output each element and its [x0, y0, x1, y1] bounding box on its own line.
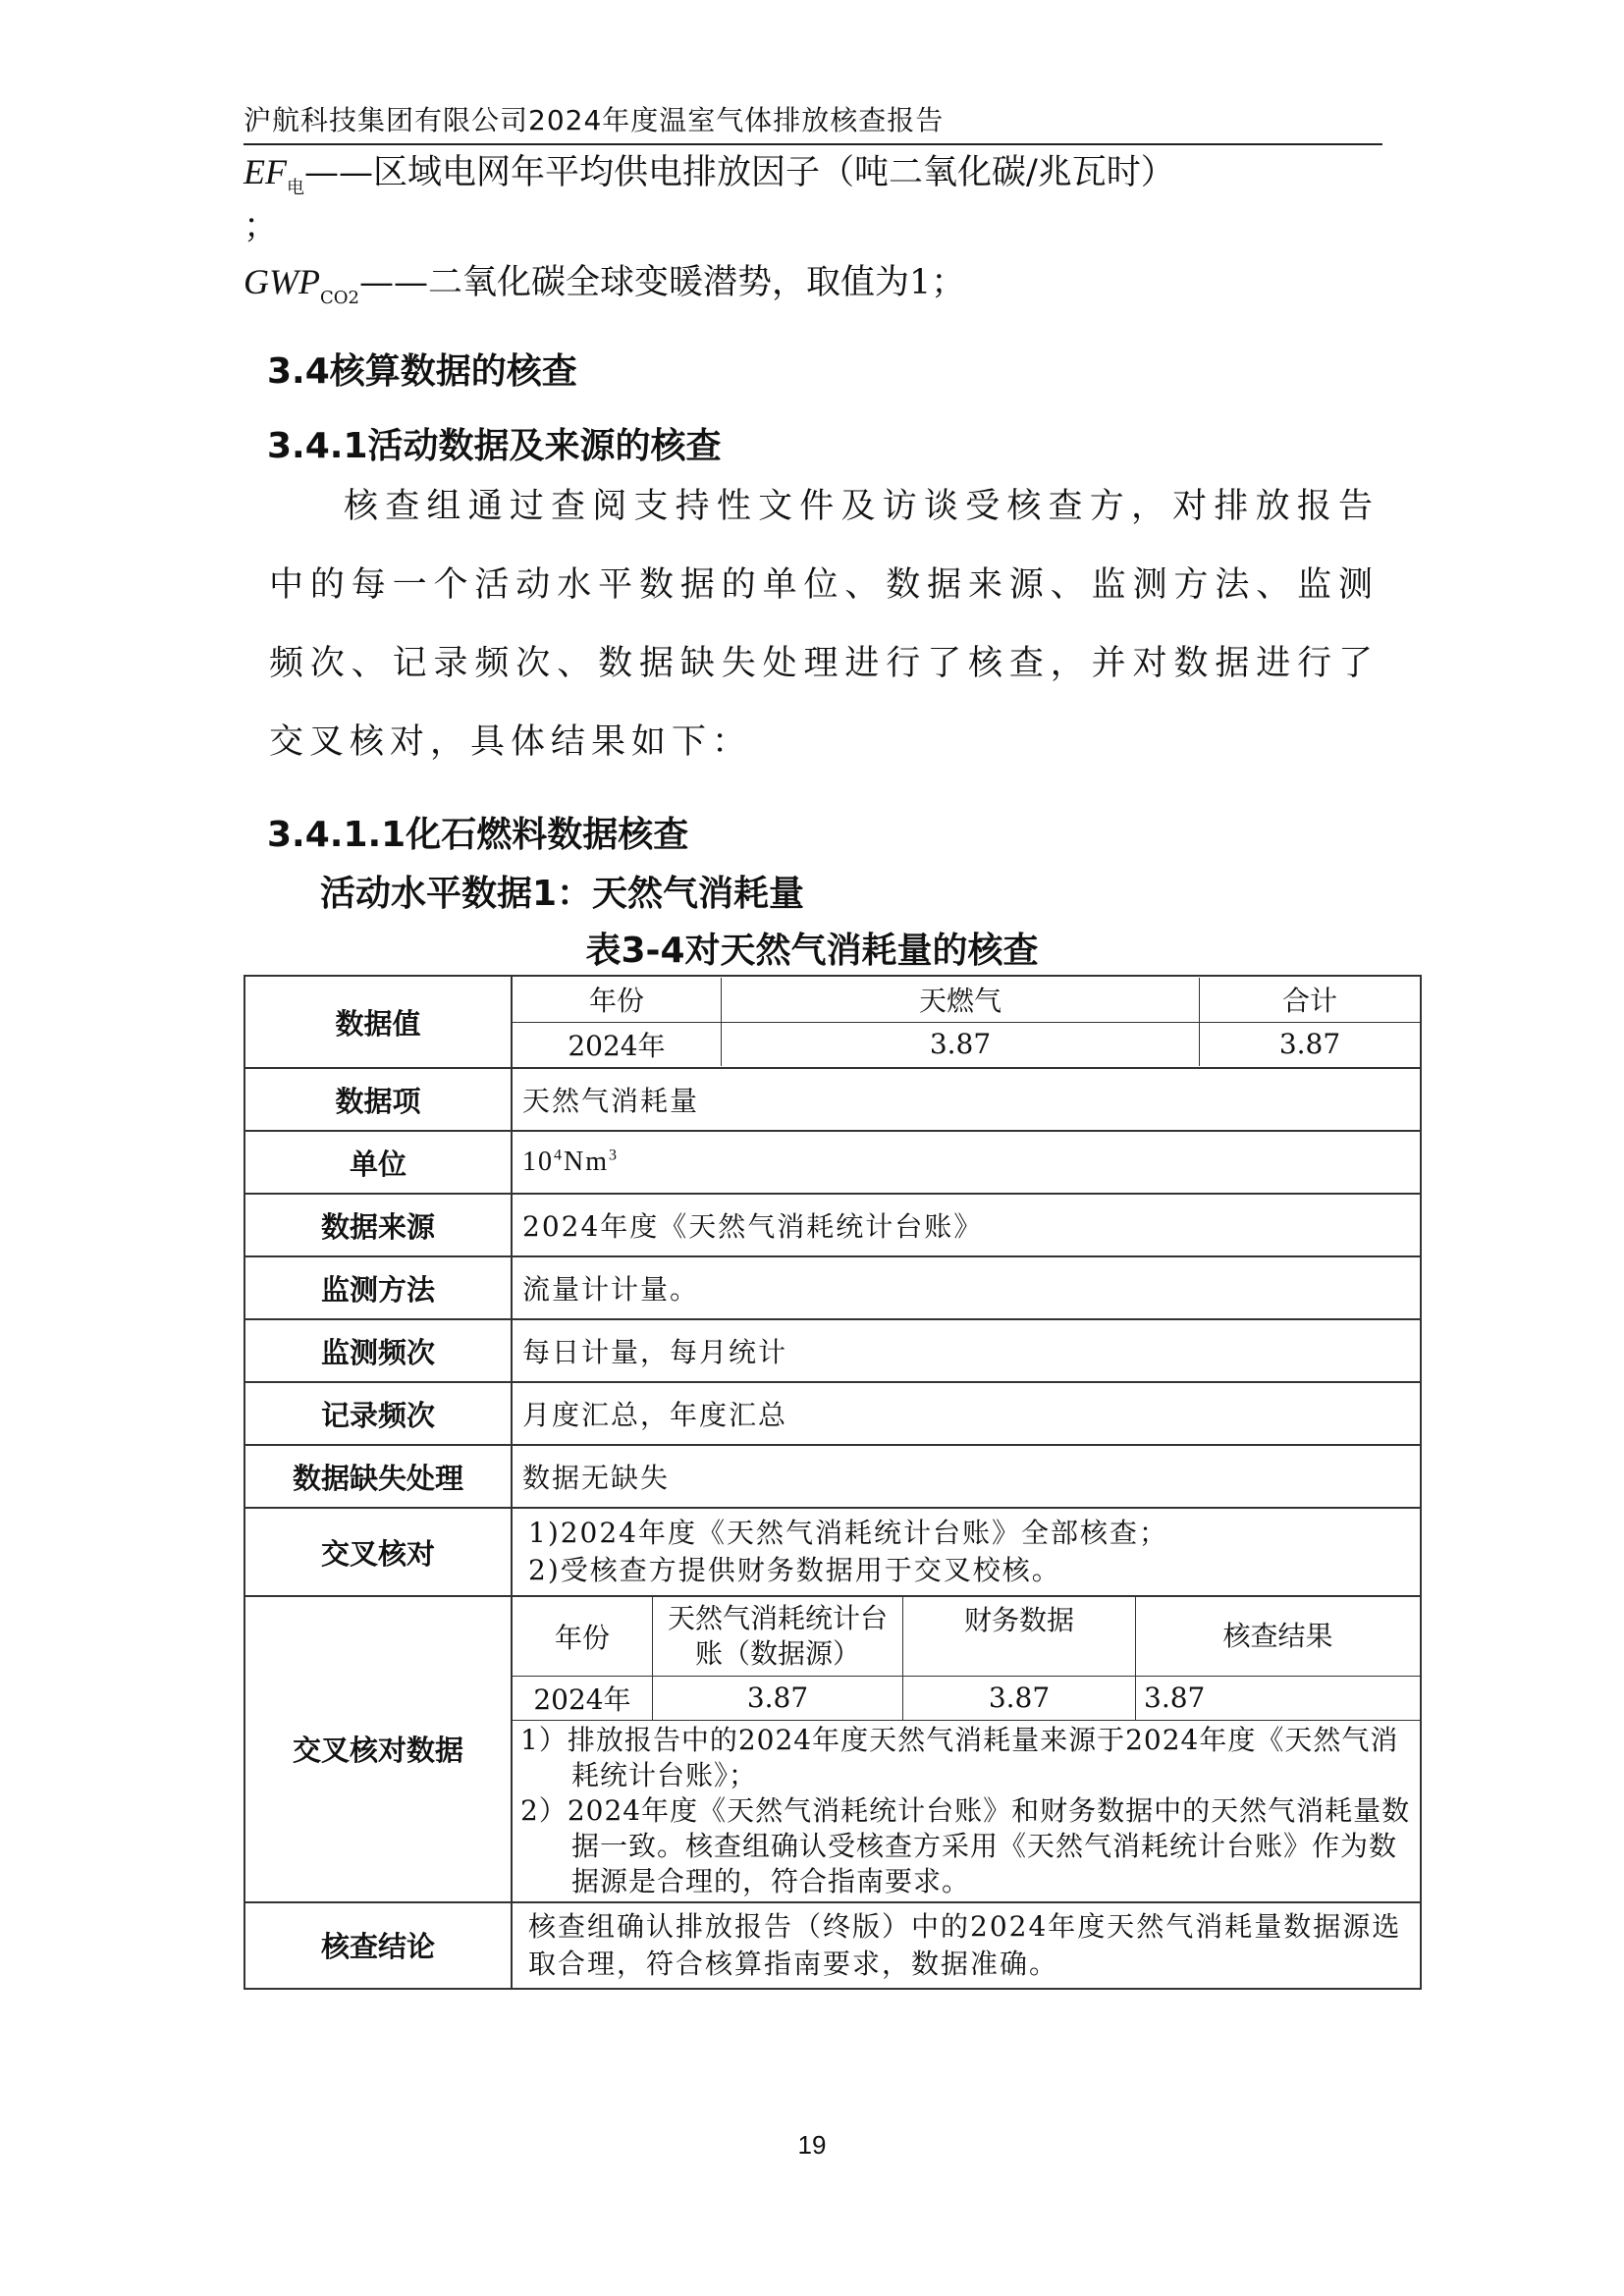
section-heading-3-4-1-1: 3.4.1.1化石燃料数据核查 — [267, 815, 689, 855]
value-data-item: 天然气消耗量 — [512, 1068, 1421, 1131]
value-header-gas: 天燃气 — [722, 978, 1200, 1022]
label-conclusion: 核查结论 — [244, 1902, 512, 1989]
verification-table — [244, 975, 1422, 1990]
cross-year: 2024年 — [513, 1676, 653, 1720]
value-gas: 3.87 — [722, 1022, 1200, 1066]
cross-finance: 3.87 — [903, 1676, 1136, 1720]
value-monitor-method: 流量计计量。 — [512, 1256, 1421, 1319]
cross-header-finance: 财务数据 — [903, 1597, 1136, 1676]
value-record-frequency: 月度汇总，年度汇总 — [512, 1382, 1421, 1445]
section-heading-3-4: 3.4核算数据的核查 — [267, 351, 577, 392]
value-cross-check — [512, 1508, 1421, 1596]
cross-note-2: 2）2024年度《天然气消耗统计台账》和财务数据中的天然气消耗量数据一致。核查组确认受核查方采用《天然气消耗统计台账》作为数据源是合理的，符合指南要求。 — [520, 1793, 1411, 1897]
table-row-record-frequency — [244, 1382, 1421, 1445]
cross-check-subtable — [513, 1597, 1420, 1901]
value-subtable — [513, 978, 1420, 1066]
formula-def-ef-cont: ； — [244, 207, 279, 246]
label-missing-data: 数据缺失处理 — [244, 1445, 512, 1508]
value-year: 2024年 — [513, 1022, 722, 1066]
formula-def-gwp-text: ——二氧化碳全球变暖潜势，取值为1； — [358, 263, 966, 302]
table-caption: 表3-4对天然气消耗量的核查 — [585, 931, 1039, 971]
label-data-value: 数据值 — [244, 976, 512, 1068]
table-row-monitor-method — [244, 1256, 1421, 1319]
value-unit: $10^4Nm^3$ — [512, 1131, 1421, 1194]
label-cross-check-data: 交叉核对数据 — [244, 1596, 512, 1902]
value-missing-data: 数据无缺失 — [512, 1445, 1421, 1508]
table-row-data-source — [244, 1194, 1421, 1256]
value-header-year: 年份 — [513, 978, 722, 1022]
table-row-monitor-frequency — [244, 1319, 1421, 1382]
symbol-gwp: GWP — [244, 262, 320, 301]
table-row-missing-data — [244, 1445, 1421, 1508]
label-data-item: 数据项 — [244, 1068, 512, 1131]
value-conclusion: 核查组确认排放报告（终版）中的2024年度天然气消耗量数据源选取合理，符合核算指南要求，数据准确。 — [512, 1902, 1421, 1989]
cross-result: 3.87 — [1136, 1676, 1421, 1720]
symbol-ef: EF — [244, 152, 287, 191]
symbol-gwp-sub: CO2 — [319, 288, 359, 308]
cross-check-line-2: 2)受核查方提供财务数据用于交叉校核。 — [528, 1554, 1061, 1586]
label-monitor-frequency: 监测频次 — [244, 1319, 512, 1382]
label-record-frequency: 记录频次 — [244, 1382, 512, 1445]
value-total: 3.87 — [1278, 1028, 1341, 1061]
value-header-total: 合计 — [1200, 978, 1421, 1022]
table-row-conclusion — [244, 1902, 1421, 1989]
running-header: 沪航科技集团有限公司2024年度温室气体排放核查报告 — [244, 102, 1382, 145]
table-row-cross-check — [244, 1508, 1421, 1596]
formula-def-ef-text: ——区域电网年平均供电排放因子（吨二氧化碳/兆瓦时） — [303, 153, 1175, 192]
table-row-data-item — [244, 1068, 1421, 1131]
symbol-ef-sub: 电 — [286, 178, 304, 198]
cross-header-result: 核查结果 — [1136, 1597, 1421, 1676]
table-row-cross-check-data — [244, 1596, 1421, 1902]
value-monitor-frequency: 每日计量，每月统计 — [512, 1319, 1421, 1382]
label-cross-check: 交叉核对 — [244, 1508, 512, 1596]
formula-def-ef — [244, 147, 1175, 203]
cross-check-notes — [513, 1720, 1420, 1901]
label-data-source: 数据来源 — [244, 1194, 512, 1256]
cross-header-year: 年份 — [513, 1597, 653, 1676]
cross-ledger: 3.87 — [653, 1676, 903, 1720]
label-unit: 单位 — [244, 1131, 512, 1194]
table-row-unit — [244, 1131, 1421, 1194]
section-heading-3-4-1: 3.4.1活动数据及来源的核查 — [267, 426, 722, 466]
page-number: 19 — [797, 2130, 827, 2160]
value-data-source: 2024年度《天然气消耗统计台账》 — [512, 1194, 1421, 1256]
cross-header-ledger: 天然气消耗统计台账（数据源） — [653, 1597, 903, 1676]
formula-def-gwp — [244, 257, 965, 313]
activity-data-heading: 活动水平数据1：天然气消耗量 — [320, 874, 805, 914]
section-3-4-1-paragraph: 核查组通过查阅支持性文件及访谈受核查方，对排放报告中的每一个活动水平数据的单位、数据来源、监测方法、监测频次、记录频次、数据缺失处理进行了核查，并对数据进行了交叉核对，具体结果如下： — [269, 487, 1379, 762]
cross-check-line-1: 1)2024年度《天然气消耗统计台账》全部核查； — [528, 1517, 1168, 1549]
table-row-data-value — [244, 976, 1421, 1068]
label-monitor-method: 监测方法 — [244, 1256, 512, 1319]
cross-note-1: 1）排放报告中的2024年度天然气消耗量来源于2024年度《天然气消耗统计台账》； — [520, 1723, 1399, 1791]
